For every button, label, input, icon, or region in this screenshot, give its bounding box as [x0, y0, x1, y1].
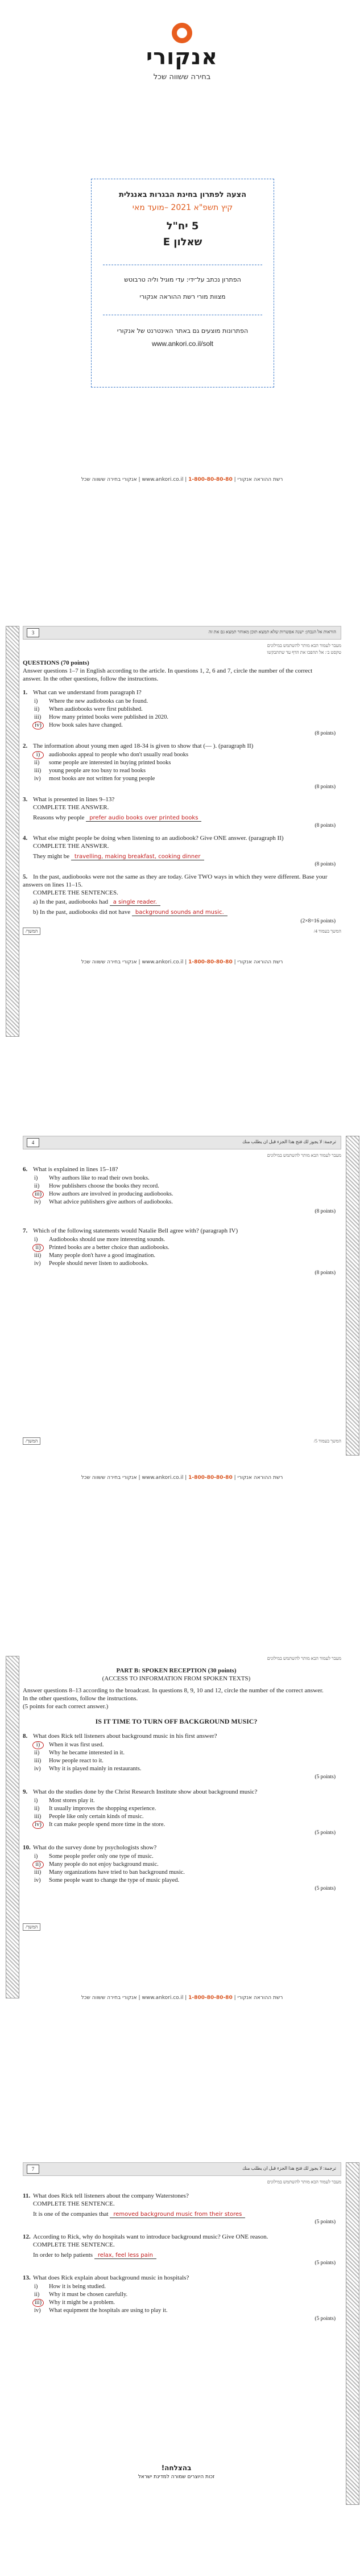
option-text: People like only certain kinds of music.: [49, 1813, 144, 1820]
option-text: How book sales have changed.: [49, 722, 123, 728]
question-text: What else might people be doing when listening to an audiobook? Give ONE answer. (paragraph II): [33, 835, 284, 842]
question-text: What do the survey done by psychologists show?: [33, 1844, 157, 1851]
correct-answer-circle: iii): [32, 2299, 44, 2307]
option-text: People should never listen to audiobooks.: [49, 1260, 148, 1267]
correct-answer-circle: ii): [32, 1861, 44, 1869]
page-number: 3: [27, 628, 39, 637]
question-number: 9.: [23, 1788, 28, 1795]
handwritten-answer: background sounds and music.: [132, 909, 228, 916]
option-letter: i): [34, 2284, 38, 2290]
question-5: [23, 873, 330, 889]
points-label: (8 points): [315, 823, 336, 829]
option: [34, 1853, 154, 1860]
answer-line: [23, 814, 340, 822]
footer-prefix: רשת ההוראה אנקורי: [237, 477, 283, 483]
copyright-note: זכות היוצרים שמורה למדינת ישראל: [138, 2474, 215, 2480]
option-letter: i): [34, 1237, 38, 1243]
border-pattern-left: [6, 626, 19, 1037]
option: [34, 1260, 148, 1267]
question-11: [23, 2192, 330, 2200]
question-text: According to Rick, why do hospitals want to introduce background music? Give ONE reason.: [33, 2233, 268, 2240]
page-footer: רשת ההוראה אנקורי | 1-800-80-80-80 | www.ankori.co.il | אנקורי בחירה ששווה שכל: [81, 959, 283, 965]
points-label: (5 points): [315, 2316, 336, 2322]
answer-lead: In the past, audiobooks had: [39, 898, 108, 905]
cover-info-box: [91, 179, 274, 388]
option: [34, 2291, 127, 2298]
page-footer: רשת ההוראה אנקורי | 1-800-80-80-80 | www.ankori.co.il | אנקורי בחירה ששווה שכל: [81, 1475, 283, 1481]
option-correct: [34, 722, 123, 729]
questions-label: QUESTIONS (70 points): [23, 660, 89, 666]
question-text: What does Rick explain about background music in hospitals?: [33, 2274, 189, 2281]
option-correct: [34, 1190, 173, 1198]
question-number: 11.: [23, 2192, 31, 2199]
option-correct: [34, 751, 188, 759]
option-letter: iii): [34, 1813, 42, 1820]
option-text: Some people want to change the type of music played.: [49, 1877, 180, 1883]
cover-solved-by: הפתרון נכתב על־ידי: עדי מוגיל וליה טרבוטש: [124, 276, 241, 283]
option-text: Why authors like to read their own books.: [49, 1175, 150, 1181]
handwritten-answer: a single reader.: [110, 899, 160, 906]
option-text: Many people don't have a good imagination.: [49, 1252, 156, 1259]
question-6: [23, 1165, 330, 1173]
question-2: [23, 742, 330, 750]
question-text: What can we understand from paragraph I?: [33, 689, 142, 696]
option-letter: ii): [34, 1750, 40, 1756]
points-label: (5 points): [315, 2219, 336, 2225]
question-text: What does Rick tell listeners about background music in his first answer?: [33, 1733, 217, 1740]
question-3: [23, 796, 330, 803]
answer-lead: Reasons why people: [33, 814, 85, 821]
cover-session: קיץ תשפ"א 2021 –מועד מאי: [132, 203, 233, 212]
points-label: (8 points): [315, 731, 336, 736]
footer-phone[interactable]: 1-800-80-80-80: [188, 959, 233, 965]
brand-logo: אנקורי: [146, 44, 218, 69]
option-text: It can make people spend more time in the store.: [49, 1821, 166, 1828]
option-text: Many organizations have tried to ban background music.: [49, 1869, 185, 1876]
points-label: (8 points): [315, 1270, 336, 1276]
option-text: When audiobooks were first published.: [49, 706, 143, 712]
option-letter: ii): [34, 1806, 40, 1812]
complete-instruction: COMPLETE THE SENTENCE.: [33, 2241, 115, 2248]
option-letter: iv): [34, 776, 41, 782]
header-small-note: מעבר לעמוד הבא מותר להשתמש במילונים: [267, 1656, 341, 1661]
answer-line-b: [23, 908, 340, 917]
option-text: Most stores play it.: [49, 1798, 95, 1804]
footer-phone[interactable]: 1-800-80-80-80: [188, 1995, 233, 2001]
option: [34, 1182, 159, 1190]
question-number: 8.: [23, 1733, 28, 1740]
question-text: What does Rick tell listeners about the company Waterstones?: [33, 2192, 189, 2199]
option-text: Why it is played mainly in restaurants.: [49, 1766, 142, 1772]
option: [34, 775, 155, 782]
sub-label: a): [33, 898, 38, 905]
footer-phone[interactable]: 1-800-80-80-80: [188, 1475, 233, 1481]
answer-lead: In order to help patients: [33, 2252, 93, 2258]
option-text: Many people do not enjoy background music.: [49, 1861, 159, 1868]
cover-staff: מצוות מורי רשת ההוראה אנקורי: [139, 293, 226, 300]
option-letter: iii): [34, 1252, 42, 1259]
option-letter: iv): [34, 2307, 41, 2314]
question-text: In the past, audiobooks were not the same as they are today. Give TWO ways in which they were different. Base your answers on lines 11–15.: [23, 873, 328, 888]
correct-answer-circle: ii): [32, 1244, 44, 1252]
brand-slogan: בחירה ששווה שכל: [153, 73, 211, 81]
part-b-subtitle: (ACCESS TO INFORMATION FROM SPOKEN TEXTS): [102, 1675, 251, 1682]
option: [34, 1174, 150, 1182]
option: [34, 1869, 185, 1876]
option: [34, 714, 168, 721]
continue-label: /המשך: [23, 1923, 40, 1931]
option-text: Why he became interested in it.: [49, 1750, 125, 1756]
sub-label: b): [33, 909, 39, 916]
page-header: [23, 626, 341, 640]
complete-instruction: COMPLETE THE SENTENCES.: [33, 889, 118, 896]
question-10: [23, 1844, 330, 1852]
page-footer: רשת ההוראה אנקורי | 1-800-80-80-80 | www.ankori.co.il | אנקורי בחירה ששווה שכל: [81, 1995, 283, 2001]
option: [34, 1749, 125, 1757]
option: [34, 759, 171, 766]
correct-answer-circle: i): [32, 1741, 44, 1749]
footer-prefix: רשת ההוראה אנקורי: [237, 1995, 283, 2001]
option-text: most books are not written for young people: [49, 776, 155, 782]
option-letter: ii): [34, 2291, 40, 2298]
option-letter: ii): [34, 760, 40, 766]
answer-lead: They might be: [33, 853, 70, 860]
option-letter: ii): [34, 1183, 40, 1189]
continue-note: המשך בעמוד 5/: [313, 1439, 341, 1444]
option: [34, 1198, 173, 1206]
question-text: What is explained in lines 15–18?: [33, 1166, 118, 1173]
option: [34, 2283, 106, 2290]
continue-note: המשך בעמוד 4/: [313, 929, 341, 934]
correct-answer-circle: iv): [32, 1821, 44, 1829]
exam-page-2: [23, 1136, 341, 1454]
cover-level: 5 יח"ל: [166, 220, 199, 232]
option-letter: iv): [34, 1877, 41, 1883]
question-number: 13.: [23, 2274, 31, 2281]
part-b-points-note: (5 points for each correct answer.): [23, 1703, 109, 1710]
cover-paper: שאלון E: [163, 236, 202, 248]
option-text: audiobooks appeal to people who don't usually read books: [49, 752, 189, 758]
option: [34, 1757, 104, 1765]
points-label: (8 points): [315, 862, 336, 867]
option-letter: iv): [34, 1199, 41, 1205]
question-number: 5.: [23, 873, 28, 880]
question-8: [23, 1732, 330, 1740]
option-letter: iv): [34, 1766, 41, 1772]
complete-instruction: COMPLETE THE ANSWER.: [33, 804, 109, 811]
option-correct: [34, 1244, 169, 1252]
option-letter: iii): [34, 1869, 42, 1876]
question-number: 7.: [23, 1227, 28, 1234]
question-number: 3.: [23, 796, 28, 803]
option-text: Why it must be chosen carefully.: [49, 2291, 128, 2298]
option: [34, 1813, 144, 1820]
question-number: 2.: [23, 743, 28, 749]
option-text: Some people prefer only one type of music.: [49, 1853, 154, 1860]
border-pattern-right: [346, 2162, 359, 2505]
question-12: [23, 2233, 330, 2241]
option: [34, 1877, 179, 1884]
questions-instructions: Answer questions 1–7 in English according to the article. In questions 1, 2, 6 and 7, circle the number of the correct answer. In the other questions, follow the instructions.: [23, 667, 313, 682]
border-pattern-right: [346, 1136, 359, 1456]
option-text: What equipment the hospitals are using to play it.: [49, 2307, 168, 2314]
border-pattern-left: [6, 1656, 19, 1998]
option-text: When it was first used.: [49, 1742, 104, 1748]
points-label: (5 points): [315, 1830, 336, 1836]
footer-suffix: אנקורי בחירה ששווה שכל: [81, 1475, 137, 1481]
points-label: (5 points): [315, 1886, 336, 1891]
question-9: [23, 1788, 330, 1796]
option: [34, 2307, 168, 2314]
exam-page-4: [23, 2162, 341, 2504]
option-text: How authors are involved in producing audiobooks.: [49, 1191, 173, 1197]
points-label: (8 points): [315, 784, 336, 790]
question-text: What is presented in lines 9–13?: [33, 796, 115, 803]
footer-site[interactable]: www.ankori.co.il: [142, 1995, 184, 2001]
option-letter: iv): [34, 1260, 41, 1267]
page-header: [23, 2162, 341, 2176]
page-footer: רשת ההוראה אנקורי | 1-800-80-80-80 | www.ankori.co.il | אנקורי בחירה ששווה שכל: [81, 477, 283, 483]
option-text: How it is being studied.: [49, 2284, 106, 2290]
option-letter: i): [34, 1175, 38, 1181]
page-header: [23, 1136, 341, 1149]
option-correct: [34, 1821, 165, 1829]
answer-line: [23, 2210, 340, 2219]
exam-page-1: [23, 626, 341, 1036]
header-small-note: מעבר לעמוד הבא מותר להשתמש במילונים: [267, 2179, 341, 2185]
header-arabic: ترجمة: لا يجوز لك فتح هذا الجزء قبل ان يطلب منك: [242, 1139, 336, 1144]
option-text: young people are too busy to read books: [49, 768, 146, 774]
footer-site[interactable]: www.ankori.co.il: [142, 959, 184, 965]
handwritten-answer: travelling, making breakfast, cooking dinner: [71, 854, 204, 860]
question-1: [23, 689, 330, 696]
answer-line: [23, 2251, 340, 2260]
points-label: (5 points): [315, 2260, 336, 2266]
option-text: Printed books are a better choice than audiobooks.: [49, 1244, 169, 1251]
page-number: 7: [27, 2165, 39, 2174]
question-7: [23, 1227, 330, 1235]
footer-prefix: רשת ההוראה אנקורי: [237, 959, 283, 965]
logo-icon: [172, 23, 192, 43]
cover-box-title: הצעה לפתרון בחינת הבגרות באנגלית: [118, 191, 247, 199]
points-label: (8 points): [315, 1209, 336, 1214]
correct-answer-circle: i): [32, 751, 44, 759]
answer-lead: It is one of the companies that: [33, 2211, 109, 2218]
good-luck: בהצלחה!: [161, 2464, 192, 2472]
option-text: How people react to it.: [49, 1758, 104, 1764]
cover-site-link[interactable]: www.ankori.co.il/solt: [151, 340, 214, 348]
part-b-title: PART B: SPOKEN RECEPTION (30 points): [116, 1667, 237, 1674]
question-text: The information about young men aged 18-34 is given to show that (— ). (paragraph II): [33, 743, 254, 749]
footer-prefix: רשת ההוראה אנקורי: [237, 1475, 283, 1481]
header-notice: הוראות אל הנבחן: ישנה אפשרות שלא תמצא תוכן מאוחר תמצא גם את זה: [208, 629, 336, 634]
footer-site[interactable]: www.ankori.co.il: [142, 1475, 184, 1481]
question-number: 4.: [23, 835, 28, 842]
option-text: Audiobooks should use more interesting sounds.: [49, 1237, 166, 1243]
footer-suffix: אנקורי בחירה ששווה שכל: [81, 477, 137, 483]
points-label: (5 points): [315, 1774, 336, 1780]
cover-more-solutions: הפתרונות מוצעים גם באתר האינטרנט של אנקורי: [117, 327, 249, 335]
answer-lead: In the past, audiobooks did not have: [39, 909, 131, 916]
option-letter: i): [34, 1853, 38, 1860]
complete-instruction: COMPLETE THE SENTENCE.: [33, 2200, 115, 2207]
question-text: What do the studies done by the Christ Research Institute show about background music?: [33, 1788, 258, 1795]
option-letter: iii): [34, 768, 42, 774]
header-small-note: מעבר לעמוד הבא מותר להשתמש במילונים: [267, 1153, 341, 1158]
handwritten-answer: prefer audio books over printed books: [86, 815, 201, 822]
option-letter: ii): [34, 706, 40, 712]
broadcast-title: IS IT TIME TO TURN OFF BACKGROUND MUSIC?: [95, 1717, 258, 1725]
footer-phone[interactable]: 1-800-80-80-80: [188, 477, 233, 483]
question-number: 6.: [23, 1166, 28, 1173]
question-text: Which of the following statements would Natalie Bell agree with? (paragraph IV): [33, 1227, 238, 1234]
part-b-instructions: Answer questions 8–13 according to the broadcast. In questions 8, 9, 10 and 12, circle the number of the correct answer. In the other questions, follow the instructions.: [23, 1687, 324, 1702]
question-number: 10.: [23, 1844, 31, 1851]
points-label: (2×8=16 points): [300, 918, 336, 924]
correct-answer-circle: iii): [32, 1190, 44, 1198]
option: [34, 1797, 95, 1804]
header-arabic: ترجمة: لا يجوز لك فتح هذا الجزء قبل ان يطلب منك: [242, 2166, 336, 2171]
option: [34, 767, 146, 774]
option-text: How many printed books were published in 2020.: [49, 714, 168, 720]
exam-page-3: [23, 1656, 341, 1997]
handwritten-answer: relax, feel less pain: [94, 2252, 156, 2259]
option-text: some people are interested in buying printed books: [49, 760, 171, 766]
option-text: What advice publishers give authors of audiobooks.: [49, 1199, 173, 1205]
option-text: Where the new audiobooks can be found.: [49, 698, 148, 704]
option: [34, 1805, 156, 1812]
option: [34, 1236, 165, 1243]
option-correct: [34, 2299, 115, 2307]
question-13: [23, 2274, 330, 2282]
footer-suffix: אנקורי בחירה ששווה שכל: [81, 1995, 137, 2001]
option-letter: i): [34, 698, 38, 704]
question-number: 12.: [23, 2233, 31, 2240]
handwritten-answer: removed background music from their stores: [110, 2211, 245, 2218]
answer-line-a: [23, 898, 340, 906]
header-small-note-2: טקסט ב׳: אל תהפכו את הדף עד שתתבקשו: [267, 650, 341, 655]
option: [34, 1765, 141, 1773]
option: [34, 706, 143, 713]
question-4: [23, 834, 330, 842]
option-letter: iii): [34, 714, 42, 720]
option-correct: [34, 1861, 159, 1869]
footer-suffix: אנקורי בחירה ששווה שכל: [81, 959, 137, 965]
option: [34, 1252, 155, 1259]
option-letter: i): [34, 1798, 38, 1804]
complete-instruction: COMPLETE THE ANSWER.: [33, 843, 109, 850]
continue-label: /המשך: [23, 928, 40, 935]
option-text: It usually improves the shopping experience.: [49, 1806, 156, 1812]
header-small-note: מעבר לעמוד הבא מותר להשתמש במילונים: [267, 643, 341, 648]
page-number: 4: [27, 1138, 39, 1147]
option-letter: iii): [34, 1758, 42, 1764]
correct-answer-circle: iv): [32, 722, 44, 729]
option: [34, 698, 148, 705]
option-text: Why it might be a problem.: [49, 2299, 115, 2306]
answer-line: [23, 852, 340, 861]
footer-site[interactable]: www.ankori.co.il: [142, 477, 184, 483]
option-correct: [34, 1741, 104, 1749]
question-number: 1.: [23, 689, 28, 696]
option-text: How publishers choose the books they record.: [49, 1183, 159, 1189]
continue-label: /המשך: [23, 1437, 40, 1445]
